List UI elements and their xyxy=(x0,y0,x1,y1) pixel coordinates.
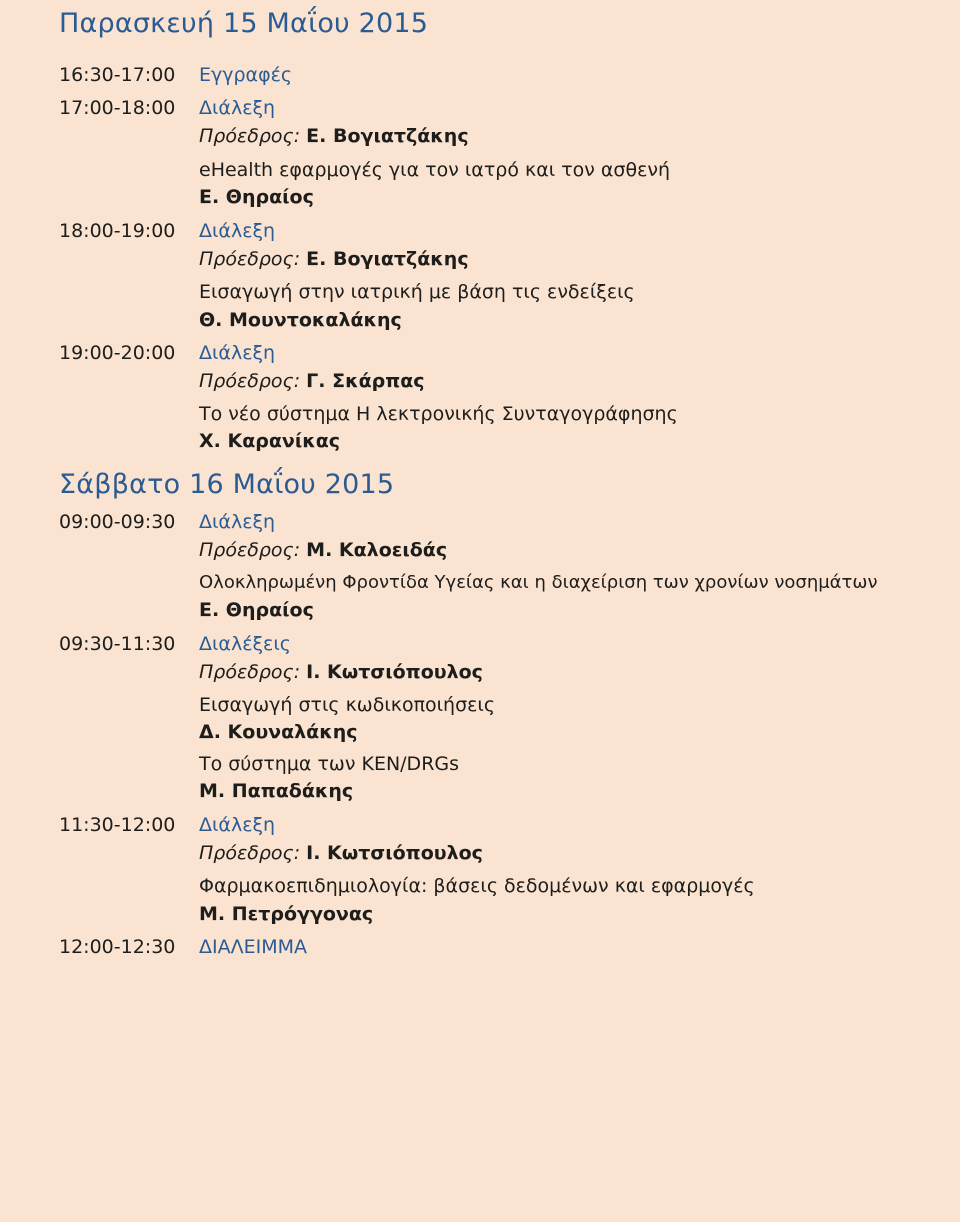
chair-label: Πρόεδρος: xyxy=(199,370,301,392)
chair-line xyxy=(199,661,483,683)
session-type: Διάλεξη xyxy=(199,220,276,242)
chair-label: Πρόεδρος: xyxy=(199,539,301,561)
slot-time: 16:30-17:00 xyxy=(59,64,176,86)
chair-label: Πρόεδρος: xyxy=(199,125,301,147)
talk-speaker: Ε. Θηραίος xyxy=(199,599,314,621)
chair-line xyxy=(199,842,483,864)
chair-name: Ι. Κωτσιόπουλος xyxy=(306,661,483,683)
talk-speaker: Χ. Καρανίκας xyxy=(199,430,341,452)
chair-line xyxy=(199,370,425,392)
talk-title: Ολοκληρωμένη Φροντίδα Υγείας και η διαχείριση των χρονίων νοσημάτων xyxy=(199,572,878,593)
talk-title: Εισαγωγή στην ιατρική με βάση τις ενδείξεις xyxy=(199,281,635,303)
talk-title: eHealth εφαρμογές για τον ιατρό και τον ασθενή xyxy=(199,159,671,181)
session-type: Διάλεξη xyxy=(199,814,276,836)
slot-time: 12:00-12:30 xyxy=(59,936,176,958)
day-title: Παρασκευή 15 Μαΐου 2015 xyxy=(59,8,429,39)
chair-name: Ι. Κωτσιόπουλος xyxy=(306,842,483,864)
talk-speaker: Θ. Μουντοκαλάκης xyxy=(199,309,402,331)
chair-line xyxy=(199,539,447,561)
chair-line xyxy=(199,125,469,147)
talk-speaker: Δ. Κουναλάκης xyxy=(199,721,358,743)
slot-time: 09:30-11:30 xyxy=(59,633,176,655)
chair-label: Πρόεδρος: xyxy=(199,248,301,270)
chair-label: Πρόεδρος: xyxy=(199,842,301,864)
session-type: Διαλέξεις xyxy=(199,633,291,655)
slot-time: 18:00-19:00 xyxy=(59,220,176,242)
slot-time: 17:00-18:00 xyxy=(59,97,176,119)
session-type: Διάλεξη xyxy=(199,342,276,364)
session-type: Διάλεξη xyxy=(199,511,276,533)
talk-title: Το σύστημα των ΚΕΝ/DRGs xyxy=(199,753,460,775)
talk-title: Εισαγωγή στις κωδικοποιήσεις xyxy=(199,694,495,716)
slot-time: 19:00-20:00 xyxy=(59,342,176,364)
chair-name: Γ. Σκάρπας xyxy=(306,370,425,392)
chair-label: Πρόεδρος: xyxy=(199,661,301,683)
chair-line xyxy=(199,248,469,270)
day-title: Σάββατο 16 Μαΐου 2015 xyxy=(59,469,395,500)
session-type: ΔΙΑΛΕΙΜΜΑ xyxy=(199,936,307,958)
talk-speaker: Μ. Παπαδάκης xyxy=(199,780,354,802)
talk-speaker: Μ. Πετρόγγονας xyxy=(199,903,374,925)
session-type: Διάλεξη xyxy=(199,97,276,119)
talk-title: Φαρμακοεπιδημιολογία: βάσεις δεδομένων και εφαρμογές xyxy=(199,875,755,897)
session-type: Εγγραφές xyxy=(199,64,293,86)
chair-name: Ε. Βογιατζάκης xyxy=(306,248,469,270)
chair-name: Μ. Καλοειδάς xyxy=(306,539,448,561)
chair-name: Ε. Βογιατζάκης xyxy=(306,125,469,147)
talk-speaker: Ε. Θηραίος xyxy=(199,186,314,208)
slot-time: 11:30-12:00 xyxy=(59,814,176,836)
slot-time: 09:00-09:30 xyxy=(59,511,176,533)
talk-title: Το νέο σύστημα Η λεκτρονικής Συνταγογράφησης xyxy=(199,403,678,425)
